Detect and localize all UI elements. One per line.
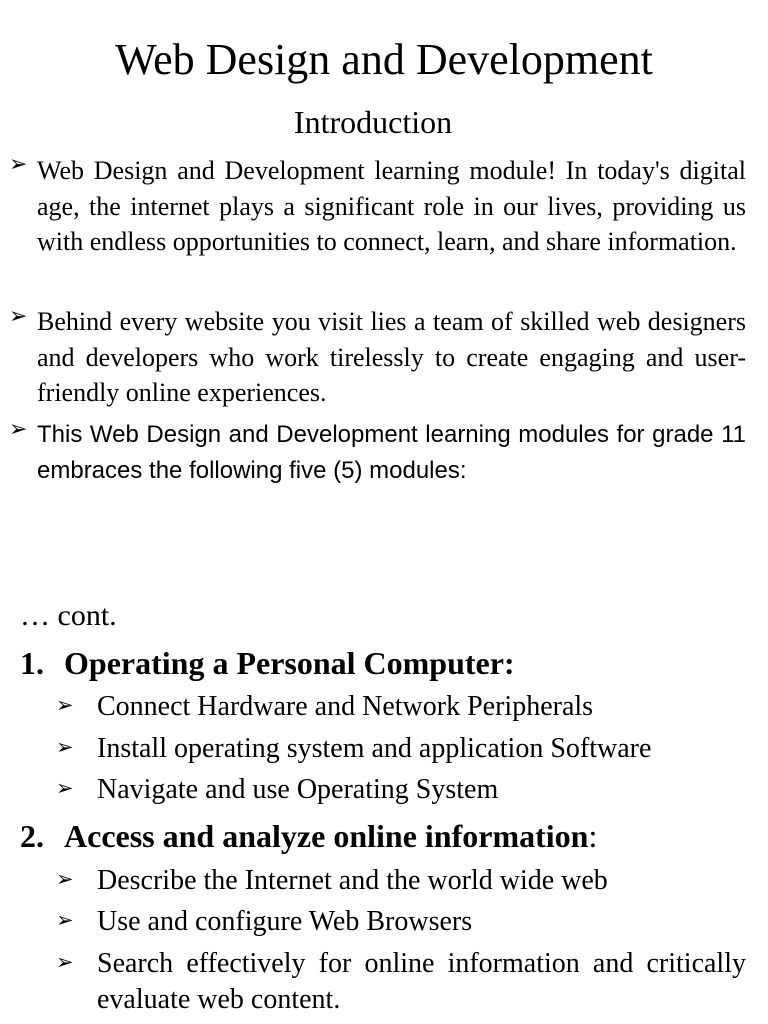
module-item: Use and configure Web Browsers: [97, 906, 473, 937]
module-item: Install operating system and application Software: [97, 733, 652, 764]
intro-paragraph-1: Web Design and Development learning module! In today's digital age, the internet plays a significant role in our lives, providing us with endless opportunities to connect, learn, and share information.: [37, 156, 746, 256]
intro-paragraph-2: Behind every website you visit lies a team of skilled web designers and developers who work tirelessly to create engaging and user-friendly online experiences.: [37, 307, 746, 407]
module-item: Search effectively for online information and critically evaluate web content.: [97, 948, 746, 1015]
bullet-arrow-icon: ➢: [56, 950, 74, 974]
bullet-arrow-icon: ➢: [56, 776, 74, 800]
intro-paragraph-3: This Web Design and Development learning modules for grade 11 embraces the following five (5) modules:: [37, 421, 746, 484]
slide-subtitle: Introduction: [293, 104, 453, 140]
module-item: Navigate and use Operating System: [97, 774, 499, 805]
bullet-arrow-icon: ➢: [56, 908, 74, 932]
bullet-arrow-icon: ➢: [9, 152, 28, 177]
bullet-arrow-icon: ➢: [56, 867, 74, 891]
slide-title: Web Design and Development: [115, 35, 653, 84]
bullet-arrow-icon: ➢: [56, 693, 74, 717]
bullet-arrow-icon: ➢: [9, 304, 28, 329]
bullet-arrow-icon: ➢: [56, 735, 74, 759]
module-item: Describe the Internet and the world wide web: [97, 865, 608, 896]
section-number: 2.: [20, 818, 44, 854]
section-heading-text: Operating a Personal Computer:: [64, 645, 515, 681]
module-item: Connect Hardware and Network Peripherals: [97, 691, 594, 722]
section-heading: [64, 644, 515, 682]
section-heading: [64, 817, 597, 855]
section-heading-suffix: :: [588, 818, 598, 854]
section-heading-text: Access and analyze online information: [64, 818, 589, 854]
slide-modules-continued: [0, 560, 768, 1024]
bullet-arrow-icon: ➢: [9, 417, 28, 442]
continued-label: … cont.: [20, 599, 117, 632]
section-number: 1.: [20, 645, 44, 681]
